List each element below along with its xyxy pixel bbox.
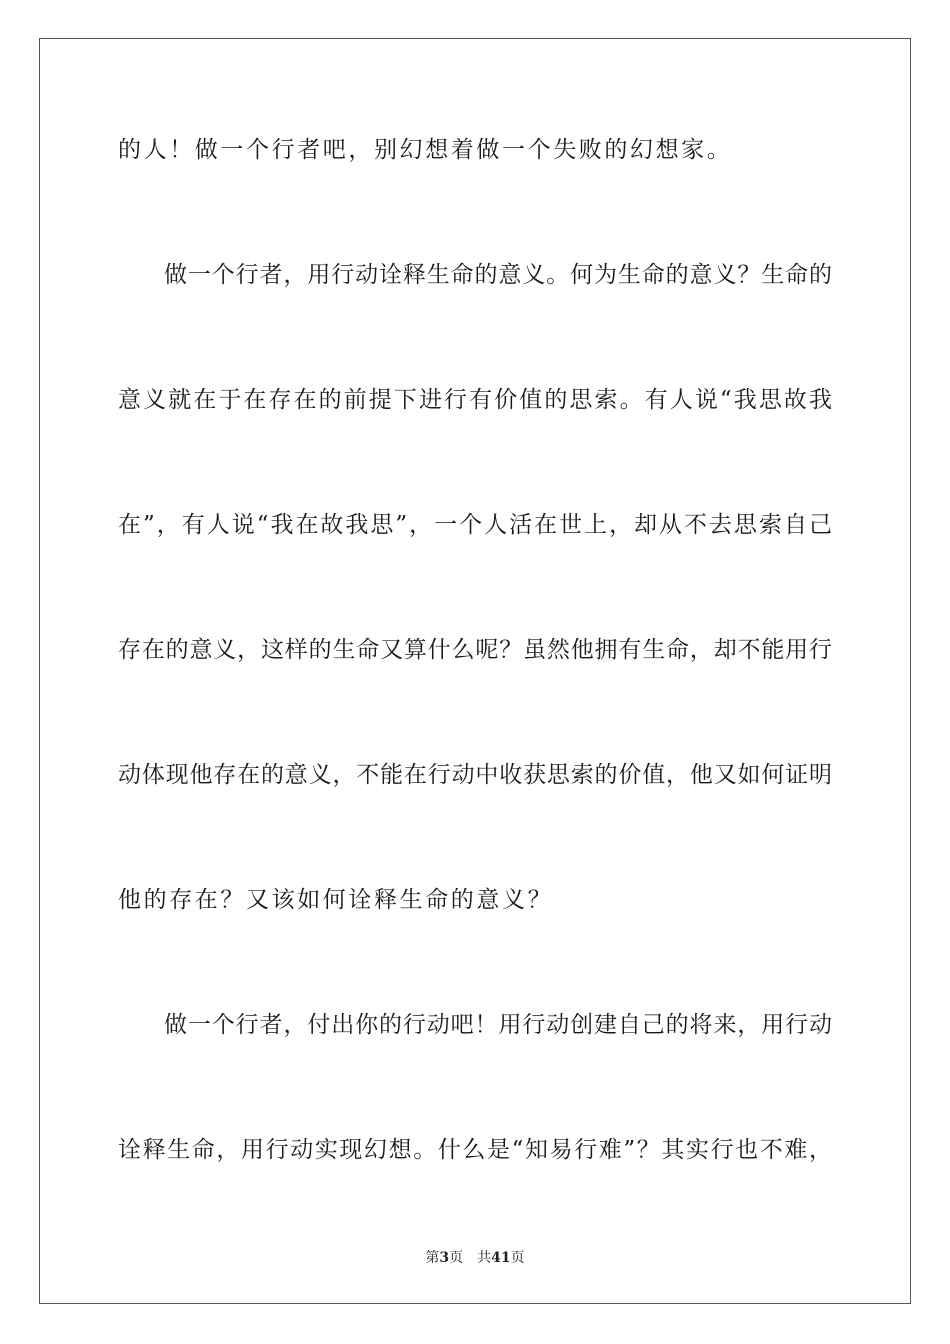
page-border: [39, 38, 911, 1304]
page-suffix: 页: [449, 1250, 464, 1266]
text-line: 在”，有人说“我在故我思”，一个人活在世上，却从不去思索自己: [118, 512, 832, 538]
page-footer: [0, 1249, 950, 1267]
text-line: 他的存在？又该如何诠释生命的意义？: [118, 887, 554, 913]
total-suffix: 页: [510, 1250, 525, 1266]
page-number: 3: [439, 1250, 450, 1266]
paragraph-start-line: 做一个行者，付出你的行动吧！用行动创建自己的将来，用行动: [164, 1012, 832, 1038]
text-line: 意义就在于在存在的前提下进行有价值的思索。有人说“我思故我: [118, 387, 832, 413]
text-line: 的人！做一个行者吧，别幻想着做一个失败的幻想家。: [118, 137, 733, 163]
paragraph-start-line: 做一个行者，用行动诠释生命的意义。何为生命的意义？生命的: [164, 262, 832, 288]
page-prefix: 第: [425, 1250, 440, 1266]
total-pages: 41: [491, 1250, 511, 1266]
text-line: 动体现他存在的意义，不能在行动中收获思索的价值，他又如何证明: [118, 762, 832, 788]
total-prefix: 共: [477, 1250, 492, 1266]
text-line: 诠释生命，用行动实现幻想。什么是“知易行难”？其实行也不难，: [118, 1137, 832, 1163]
text-line: 存在的意义，这样的生命又算什么呢？虽然他拥有生命，却不能用行: [118, 637, 832, 663]
